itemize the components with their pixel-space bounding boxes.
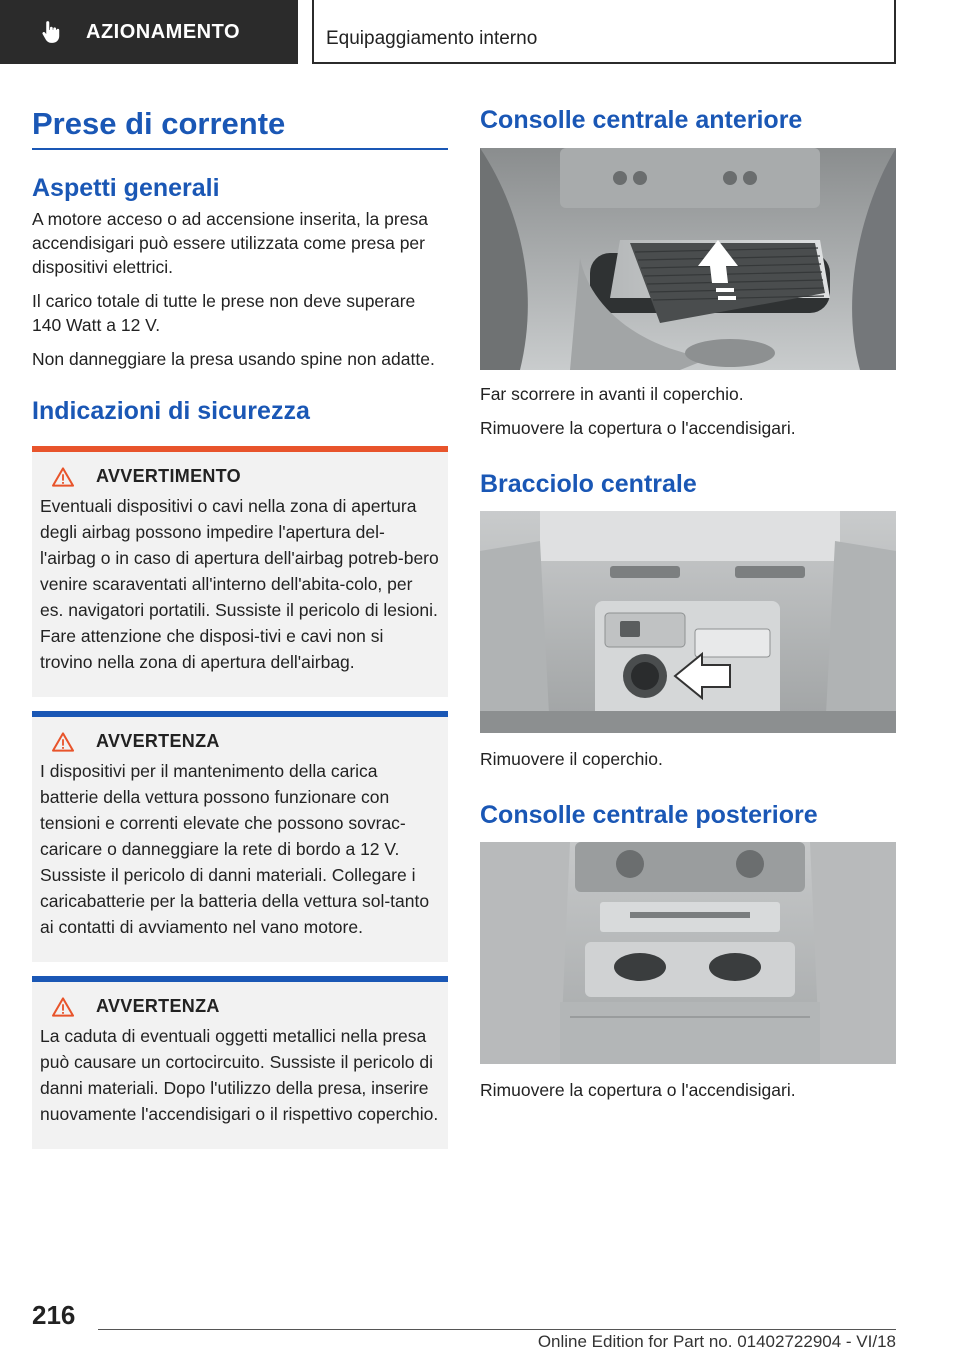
footer-rule <box>98 1329 896 1330</box>
front-console-photo <box>480 148 896 370</box>
rear-console-instruction: Rimuovere la copertura o l'accendisigari. <box>480 1080 796 1100</box>
front-console-instruction: Rimuovere la copertura o l'accendisigari. <box>480 418 796 438</box>
notice-text: La caduta di eventuali oggetti metallici nella presa può causare un cortocircuito. Sussiste il pericolo di danni materiali. Dopo l'utilizzo della presa, inserire nuovamente l'accendisigari o il rispettivo coperchio. <box>40 1026 439 1124</box>
notice-title: AVVERTENZA <box>96 996 220 1016</box>
warning-bar <box>32 446 448 452</box>
warning-triangle-icon <box>52 997 74 1017</box>
notice-box <box>32 976 448 1149</box>
page-number: 216 <box>32 1300 76 1330</box>
general-paragraph: Il carico totale di tutte le prese non deve superare 140 Watt a 12 V. <box>32 291 416 335</box>
warning-text: Eventuali dispositivi o cavi nella zona di apertura degli airbag possono impedire l'apertura del-l'airbag o in caso di apertura dell'airbag potreb-bero venire scaraventati all'interno dell'abita-colo, per es. navigatori portatili. Sussiste il pericolo di lesioni. Fare attenzione che disposi-tivi e cavi non si trovino nella zona di apertura dell'airbag. <box>40 496 439 672</box>
armrest-heading: Bracciolo centrale <box>480 470 697 498</box>
notice-bar <box>32 711 448 717</box>
section-label: AZIONAMENTO <box>86 20 241 43</box>
notice-box <box>32 711 448 962</box>
hand-touch-icon <box>38 19 64 45</box>
warning-box <box>32 446 448 697</box>
notice-bar <box>32 976 448 982</box>
warning-triangle-icon <box>52 467 74 487</box>
front-console-instruction: Far scorrere in avanti il coperchio. <box>480 384 744 404</box>
edition-info: Online Edition for Part no. 01402722904 - VI/18 <box>537 1332 896 1351</box>
general-paragraph: Non danneggiare la presa usando spine non adatte. <box>32 349 435 369</box>
rear-console-photo <box>480 842 896 1064</box>
section-tab <box>0 0 298 64</box>
title-rule <box>32 148 448 150</box>
notice-title: AVVERTENZA <box>96 731 220 751</box>
general-heading: Aspetti generali <box>32 174 220 202</box>
rear-console-heading: Consolle centrale posteriore <box>480 801 818 829</box>
general-paragraph: A motore acceso o ad accensione inserita, la presa accendisigari può essere utilizzata come presa per dispositivi elettrici. <box>32 209 428 277</box>
chapter-header: Equipaggiamento interno <box>312 0 896 64</box>
safety-heading: Indicazioni di sicurezza <box>32 397 310 425</box>
notice-text: I dispositivi per il mantenimento della carica batterie della vettura possono funzionare con tensioni e correnti elevate che possono sovrac-caricare o danneggiare la rete di bordo a 12 V. Sussiste il pericolo di danni materiali. Collegare i caricabatterie per la batteria della vettura sol-tanto ai contatti di avviamento nel vano motore. <box>40 761 430 937</box>
left-column <box>32 104 448 1149</box>
right-column <box>480 104 896 1102</box>
front-console-heading: Consolle centrale anteriore <box>480 106 803 134</box>
page-title: Prese di corrente <box>32 106 286 141</box>
armrest-instruction: Rimuovere il coperchio. <box>480 749 663 769</box>
armrest-photo <box>480 511 896 733</box>
warning-title: AVVERTIMENTO <box>96 466 241 486</box>
warning-triangle-icon <box>52 732 74 752</box>
